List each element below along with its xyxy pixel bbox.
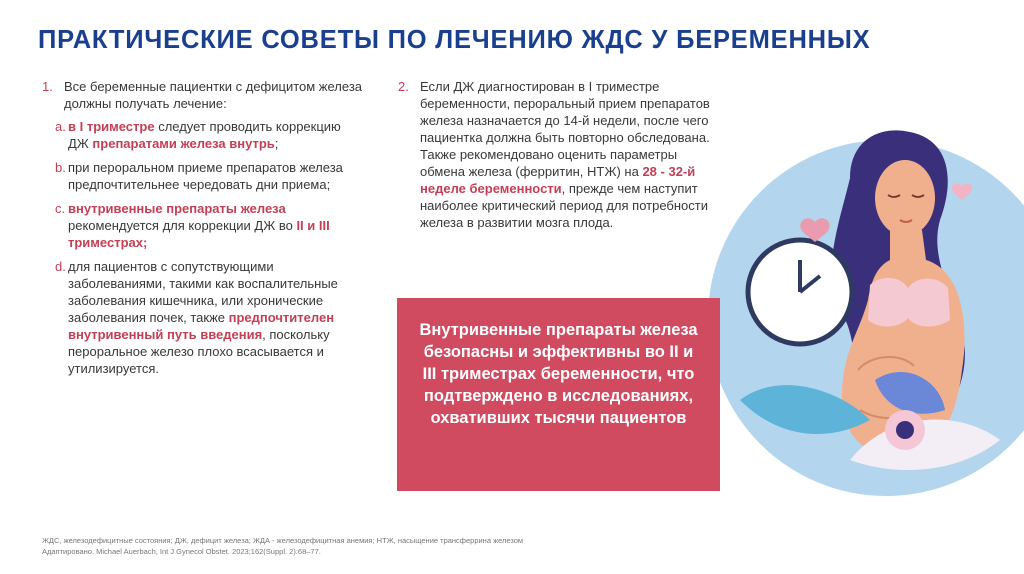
item-text: Все беременные пациентки с дефицитом железа должны получать лечение: xyxy=(64,79,363,111)
right-column xyxy=(398,78,718,237)
item-text: Если ДЖ диагностирован в I триместре беременности, пероральный прием препаратов железа назначается до 14-й недели, после чего пациентка должна быть повторно обследована. Также рекомендовано оценить параметры обмена железа (ферритин, НТЖ) на xyxy=(420,79,710,179)
sub-item-d xyxy=(42,258,362,377)
highlight-text: в I триместре xyxy=(68,119,155,134)
item-number: 1. xyxy=(42,79,53,94)
list-item-2 xyxy=(398,78,718,231)
sub-text: при пероральном приеме препаратов железа предпочтительнее чередовать дни приема; xyxy=(68,160,343,192)
sub-text: , поскольку пероральное железо плохо всасывается и утилизируется. xyxy=(68,327,330,376)
sub-letter: b. xyxy=(55,160,66,175)
sub-item-b xyxy=(42,159,362,193)
callout-box: Внутривенные препараты железа безопасны и эффективны во II и III триместрах беременности, что подтверждено в исследованиях, охвативших тысячи пациентов xyxy=(397,298,720,491)
footnote xyxy=(42,535,523,557)
highlight-text: предпочтителен внутривенный путь введения xyxy=(68,310,335,342)
highlight-text: внутривенные препараты железа xyxy=(68,201,286,216)
list-item-1 xyxy=(42,78,362,112)
footnote-source: Адаптировано. Michael Auerbach, Int J Gynecol Obstet. 2023;162(Suppl. 2):68–77. xyxy=(42,547,321,556)
highlight-text: II и III триместрах; xyxy=(68,218,330,250)
highlight-text: препаратами железа внутрь xyxy=(92,136,275,151)
sub-letter: d. xyxy=(55,259,66,274)
sub-item-a xyxy=(42,118,362,152)
sub-text: ; xyxy=(274,136,279,151)
sub-text: следует проводить коррекцию ДЖ xyxy=(68,119,341,151)
sub-letter: a. xyxy=(55,119,66,134)
sub-text: рекомендуется для коррекции ДЖ во xyxy=(68,218,297,233)
page-title: ПРАКТИЧЕСКИЕ СОВЕТЫ ПО ЛЕЧЕНИЮ ЖДС У БЕРЕМЕННЫХ xyxy=(38,26,871,54)
sub-text: для пациентов с сопутствующими заболеваниями, такими как воспалительные заболевания кишечника, или хронические заболевания почек, также xyxy=(68,259,338,325)
sub-item-c xyxy=(42,200,362,251)
sub-letter: c. xyxy=(55,201,66,216)
pregnant-woman-illustration xyxy=(700,70,1024,530)
item-number: 2. xyxy=(398,79,409,94)
item-text: , прежде чем наступит наиболее критический период для потребности железа в развитии мозга плода. xyxy=(420,181,708,230)
face xyxy=(875,160,935,236)
left-column xyxy=(42,78,362,384)
highlight-text: 28 - 32-й неделе беременности xyxy=(420,164,696,196)
footnote-abbreviations: ЖДС, железодефицитные состояния; ДЖ, дефицит железа; ЖДА - железодефицитная анемия; НТЖ, насыщение трансферрина железом xyxy=(42,536,524,545)
